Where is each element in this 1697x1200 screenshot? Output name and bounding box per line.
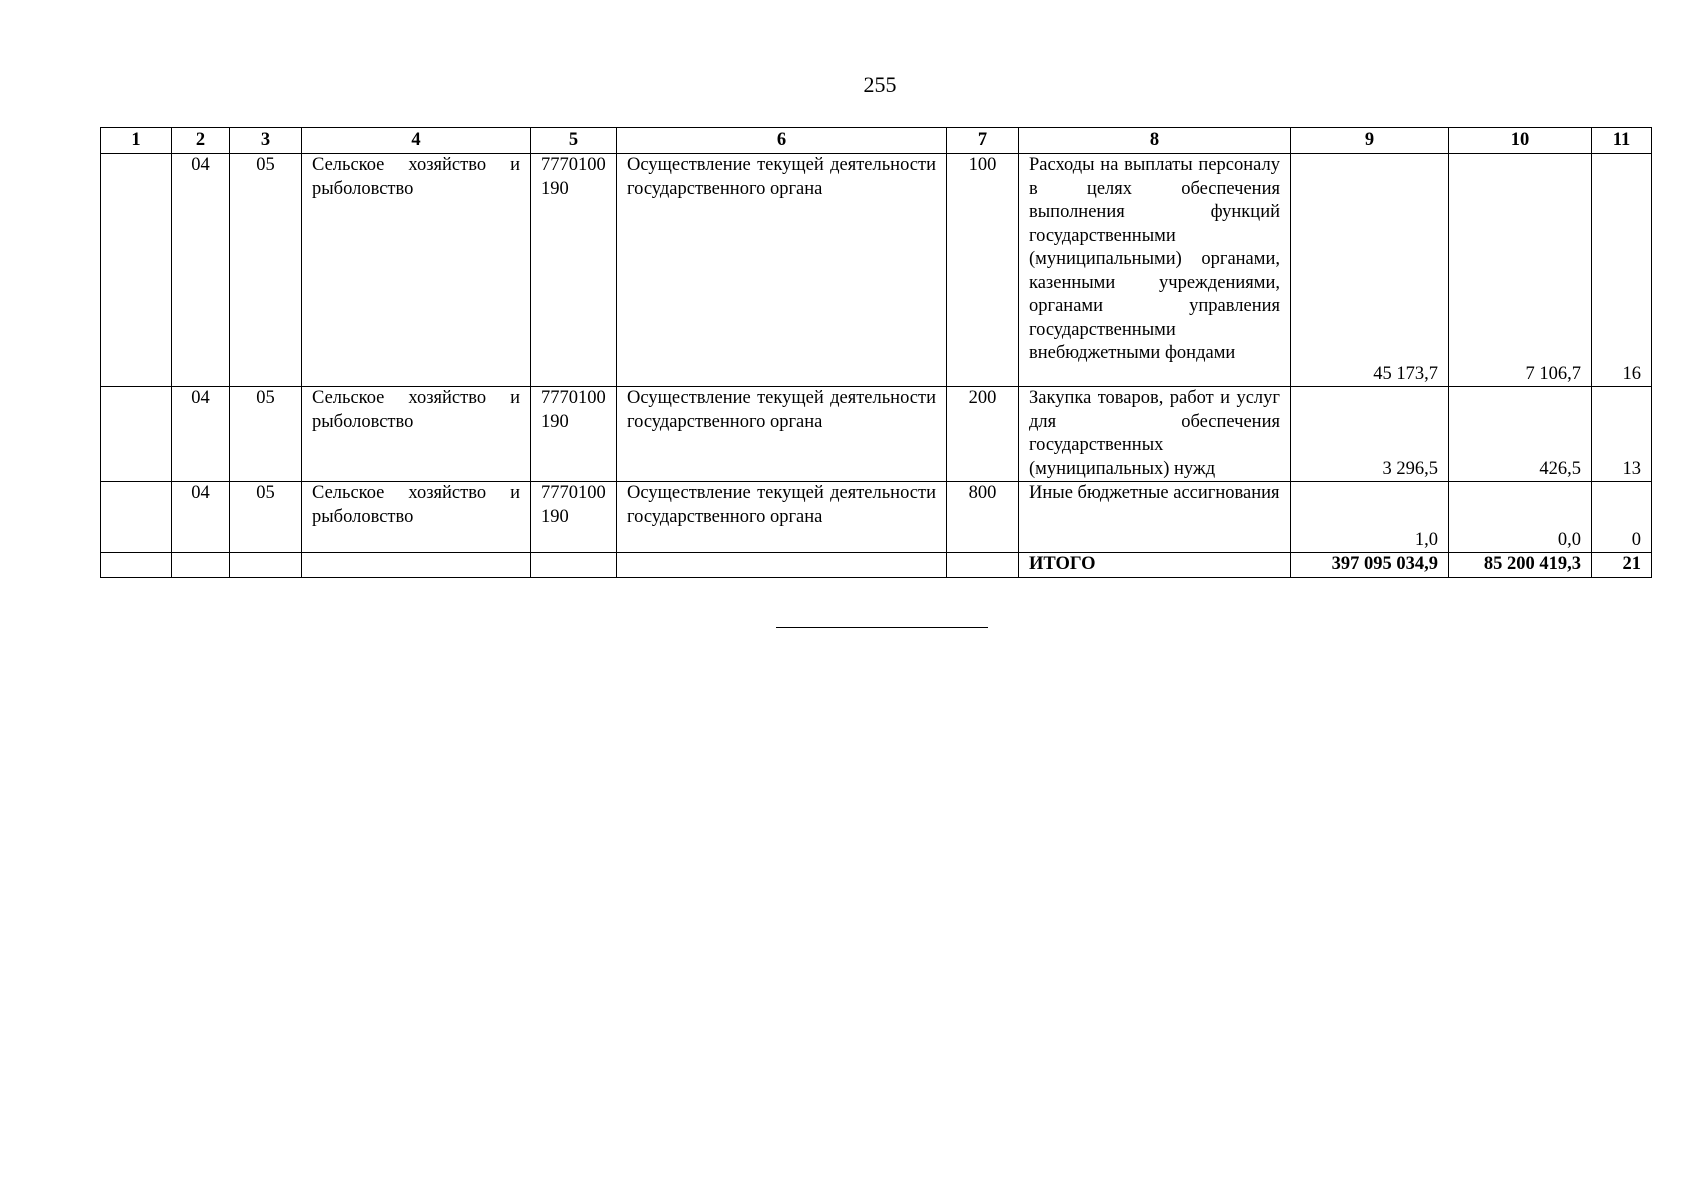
cell-subsection: 05 xyxy=(230,482,302,553)
empty-cell xyxy=(617,553,947,578)
end-divider xyxy=(776,627,988,628)
table-row xyxy=(101,482,1652,553)
total-amount-10: 85 200 419,3 xyxy=(1449,553,1592,578)
cell-subsection-name: Сельское хозяйство и рыболовство xyxy=(302,387,531,482)
total-percent: 21 xyxy=(1592,553,1652,578)
column-header: 3 xyxy=(230,128,302,154)
cell-target-code: 7770100190 xyxy=(531,154,617,387)
cell-amount-9: 1,0 xyxy=(1291,482,1449,553)
total-amount-9: 397 095 034,9 xyxy=(1291,553,1449,578)
cell-expense-type: 800 xyxy=(947,482,1019,553)
empty-cell xyxy=(947,553,1019,578)
cell-amount-10: 0,0 xyxy=(1449,482,1592,553)
column-header: 5 xyxy=(531,128,617,154)
cell-target-code: 7770100190 xyxy=(531,387,617,482)
column-header: 10 xyxy=(1449,128,1592,154)
column-header: 6 xyxy=(617,128,947,154)
cell-amount-10: 426,5 xyxy=(1449,387,1592,482)
table-row xyxy=(101,154,1652,387)
cell-percent: 13 xyxy=(1592,387,1652,482)
table-row xyxy=(101,387,1652,482)
cell-1 xyxy=(101,154,172,387)
column-header: 9 xyxy=(1291,128,1449,154)
cell-section: 04 xyxy=(172,387,230,482)
budget-table xyxy=(100,127,1652,578)
cell-subsection-name: Сельское хозяйство и рыболовство xyxy=(302,482,531,553)
cell-subsection: 05 xyxy=(230,154,302,387)
cell-subsection: 05 xyxy=(230,387,302,482)
cell-percent: 0 xyxy=(1592,482,1652,553)
cell-1 xyxy=(101,387,172,482)
cell-expense-name: Иные бюджетные ассигнования xyxy=(1019,482,1291,553)
cell-amount-10: 7 106,7 xyxy=(1449,154,1592,387)
total-label: ИТОГО xyxy=(1019,553,1291,578)
empty-cell xyxy=(230,553,302,578)
empty-cell xyxy=(172,553,230,578)
empty-cell xyxy=(101,553,172,578)
cell-section: 04 xyxy=(172,154,230,387)
column-header: 1 xyxy=(101,128,172,154)
cell-section: 04 xyxy=(172,482,230,553)
cell-target-name: Осуществление текущей деятельности государственного органа xyxy=(617,482,947,553)
page-number: 255 xyxy=(863,72,897,97)
cell-subsection-name: Сельское хозяйство и рыболовство xyxy=(302,154,531,387)
cell-expense-type: 100 xyxy=(947,154,1019,387)
cell-expense-name: Закупка товаров, работ и услуг для обеспечения государственных (муниципальных) нужд xyxy=(1019,387,1291,482)
cell-target-name: Осуществление текущей деятельности государственного органа xyxy=(617,154,947,387)
header-row xyxy=(101,128,1652,154)
cell-expense-type: 200 xyxy=(947,387,1019,482)
cell-amount-9: 45 173,7 xyxy=(1291,154,1449,387)
empty-cell xyxy=(531,553,617,578)
cell-target-code: 7770100190 xyxy=(531,482,617,553)
column-header: 7 xyxy=(947,128,1019,154)
column-header: 8 xyxy=(1019,128,1291,154)
cell-percent: 16 xyxy=(1592,154,1652,387)
empty-cell xyxy=(302,553,531,578)
cell-amount-9: 3 296,5 xyxy=(1291,387,1449,482)
cell-expense-name: Расходы на выплаты персоналу в целях обеспечения выполнения функций государственными (муниципальными) органами, казенными учреждениями, органами управления государственными внебюджетными фондами xyxy=(1019,154,1291,387)
cell-1 xyxy=(101,482,172,553)
total-row xyxy=(101,553,1652,578)
column-header: 4 xyxy=(302,128,531,154)
cell-target-name: Осуществление текущей деятельности государственного органа xyxy=(617,387,947,482)
column-header: 2 xyxy=(172,128,230,154)
column-header: 11 xyxy=(1592,128,1652,154)
